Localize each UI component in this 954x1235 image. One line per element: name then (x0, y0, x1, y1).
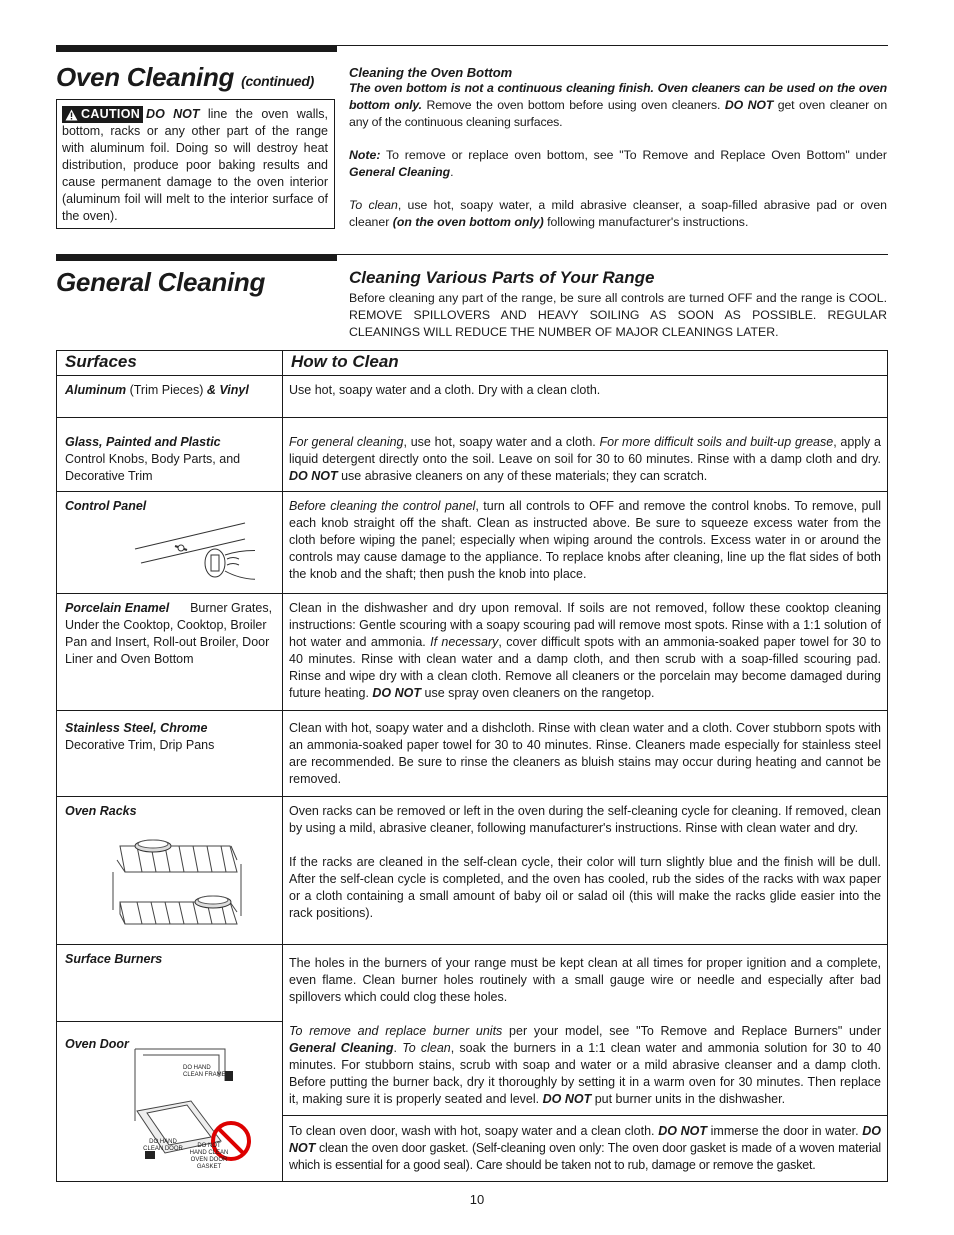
surface-name: Oven Racks (65, 804, 137, 818)
how-control-panel (283, 492, 888, 594)
clean-end: following manufacturer's instructions. (543, 215, 749, 229)
clean-bold: (on the oven bottom only) (392, 215, 544, 229)
caution-badge (62, 106, 143, 123)
table-row (57, 711, 888, 797)
page-title (56, 62, 314, 93)
top-rule-left (56, 45, 337, 52)
how-italic: Before cleaning the control panel (289, 499, 476, 513)
oven-bottom-clean (349, 197, 887, 231)
how-text2: , apply a liquid detergent directly onto the soil. Leave on soil for 30 to 60 minutes. Rinse with a damp cloth and dry. (289, 435, 881, 466)
col-surfaces: Surfaces (57, 351, 283, 376)
general-subheading: Cleaning Various Parts of Your Range (349, 268, 655, 287)
oven-bottom-text1: Remove the oven bottom before using oven cleaners. (421, 98, 725, 112)
surface-name: Aluminum (65, 383, 127, 397)
how-italic: If necessary (430, 635, 499, 649)
caution-box (56, 99, 335, 229)
how-burners-para2 (289, 1023, 881, 1108)
label-no-clean-gasket: DO NOT HAND CLEAN OVEN DOOR GASKET (189, 1143, 229, 1170)
cleaning-table (56, 350, 888, 1182)
how-racks (283, 797, 888, 945)
how-burners (283, 945, 888, 1182)
table-row (57, 418, 888, 492)
how-porcelain (283, 594, 888, 711)
note-label: Note: (349, 148, 381, 162)
oven-bottom-lead: The oven bottom is not a continuous cleaning finish. Oven cleaners can be used on the oven bottom only. (349, 81, 887, 112)
how-aluminum: Use hot, soapy water and a cloth. Dry with a clean cloth. (283, 376, 888, 418)
how-text: To clean oven door, wash with hot, soapy water and a clean cloth. (289, 1124, 659, 1138)
how-italic: To remove and replace burner units (289, 1024, 503, 1038)
warning-icon (65, 109, 78, 121)
how-text: , turn all controls to OFF and remove the control knobs. To remove, pull each knob straight off the shaft. Clean as instructed above. Be sure to squeeze excess water from the cloth before wiping the panel; especially when wiping around the controls. Excess water in or around the controls may cause damage to the appliance. To replace knobs after cleaning, line up the flat sides of both the knob and the shaft; then push the knob into place. (289, 499, 881, 581)
note-text: To remove or replace oven bottom, see "To Remove and Replace Oven Bottom" under (380, 148, 887, 162)
mid-rule-right (337, 254, 888, 255)
label-clean-frame: DO HAND CLEAN FRAME (183, 1065, 226, 1078)
oven-bottom-note (349, 147, 887, 181)
surface-name: Porcelain Enamel (65, 601, 170, 615)
control-knob-illustration (65, 517, 255, 587)
general-intro-section (349, 268, 887, 341)
surface-stainless (57, 711, 283, 797)
how-ref: General Cleaning (289, 1041, 394, 1055)
surface-desc: Control Knobs, Body Parts, and Decorative Trim (65, 452, 241, 483)
surface-control-panel (57, 492, 283, 594)
how-do-not: DO NOT (658, 1124, 707, 1138)
oven-bottom-do-not: DO NOT (724, 98, 774, 112)
note-end: . (450, 165, 454, 179)
oven-bottom-section (349, 65, 887, 231)
surface-oven-door (57, 1022, 283, 1182)
general-title: General Cleaning (56, 267, 266, 297)
top-rule-right (337, 45, 888, 46)
table-row (57, 945, 888, 1022)
how-text3: use spray oven cleaners on the rangetop. (421, 686, 655, 700)
how-glass (283, 418, 888, 492)
table-row (57, 376, 888, 418)
how-stainless: Clean with hot, soapy water and a dishcloth. Rinse with clean water and a cloth. Cover stubborn spots with an ammonia-soaked paper towel for 30 to 40 minutes. Rinse. Cleaners made especially for stainless steel are recommended. Be sure to rinse the cleaners as bluish stains may occur during heating and cannot be removed. (283, 711, 888, 797)
caution-text: line the oven walls, bottom, racks or any other part of the range with aluminum foil. Doing so will destroy heat distribution, produce poor baking results and cause permanent damage to the oven interior (aluminum foil will melt to the interior surface of the oven). (62, 107, 329, 223)
how-text2: , cover difficult spots with an ammonia-soaked paper towel for 30 to 40 minutes. Rinse with clean water and a damp cloth, and then scrub with a soap-filled scouring pad. Rinse and wipe dry with a clean cloth. Remove all cleaners or the porcelain may become damaged during future heating. (289, 635, 881, 700)
table-row (57, 492, 888, 594)
how-text2a: per your model, see "To Remove and Replace Burners" under (502, 1024, 881, 1038)
oven-bottom-text2: get oven cleaner on any of the continuous cleaning surfaces. (349, 98, 888, 129)
surface-porcelain (57, 594, 283, 711)
surface-desc: (Trim Pieces) (126, 383, 207, 397)
label-clean-door: DO HAND CLEAN DOOR (143, 1139, 183, 1152)
surface-desc: Burner Grates, Under the Cooktop, Cooktop, Broiler Pan and Insert, Roll-out Broiler, Door Liner and Oven Bottom (65, 601, 273, 666)
how-do-not2: DO NOT (289, 1124, 882, 1155)
how-text2d: put burner units in the dishwasher. (591, 1092, 786, 1106)
how-text3: use abrasive cleaners on any of these materials; they can scratch. (337, 469, 708, 483)
surface-name: Control Panel (65, 499, 147, 513)
clean-it: To clean (349, 198, 398, 212)
table-row (57, 594, 888, 711)
how-do-not: DO NOT (289, 469, 338, 483)
how-text: , use hot, soapy water and a cloth. (403, 435, 600, 449)
surface-name2: & Vinyl (206, 383, 249, 397)
surface-name: Surface Burners (65, 952, 163, 966)
surface-name: Glass, Painted and Plastic (65, 435, 221, 449)
table-row (57, 797, 888, 945)
how-italic2: For more difficult soils and built-up grease (599, 435, 834, 449)
table-header-row (57, 351, 888, 376)
oven-racks-illustration (65, 824, 255, 936)
surface-aluminum (57, 376, 283, 418)
note-ref: General Cleaning (349, 165, 451, 179)
col-how-to-clean: How to Clean (283, 351, 888, 376)
surface-glass (57, 418, 283, 492)
how-do-not: DO NOT (372, 686, 422, 700)
how-text2: immerse the door in water. (706, 1124, 863, 1138)
title-text: Oven Cleaning (56, 62, 235, 92)
how-door (289, 1116, 881, 1174)
oven-bottom-para1 (349, 80, 887, 131)
oven-bottom-heading: Cleaning the Oven Bottom (349, 65, 513, 80)
caution-do-not: DO NOT (146, 107, 200, 121)
how-italic2: To clean (402, 1041, 451, 1055)
how-text: The holes in the burners of your range must be kept clean at all times for proper ignition and a complete, even flame. Clean burner holes routinely with a small gauge wire or needle and especially after bad spillovers which could clog these holes. (289, 956, 881, 1004)
title-suffix: (continued) (241, 73, 314, 89)
how-text: Clean in the dishwasher and dry upon removal. If soils are not removed, follow these cooktop cleaning instructions: Gentle scouring with a soapy scouring pad will remove most spots. Rinse with a 1:1 solution of hot water and ammonia. (289, 601, 881, 649)
clean-text: , use hot, soapy water, a mild abrasive cleanser, a soap-filled abrasive pad or oven cleaner (349, 198, 887, 229)
surface-burners (57, 945, 283, 1022)
oven-door-illustration (65, 1041, 255, 1170)
general-intro: Before cleaning any part of the range, be sure all controls are turned OFF and the range is COOL. REMOVE SPILLOVERS AND HEAVY SOILING AS SOON AS POSSIBLE. REGULAR CLEANINGS WILL REDUCE THE NUMBER OF MAJOR CLEANINGS LATER. (349, 291, 887, 339)
how-do-not: DO NOT (542, 1092, 592, 1106)
surface-desc: Decorative Trim, Drip Pans (65, 738, 215, 752)
surface-name: Oven Door (65, 1037, 129, 1051)
surface-racks (57, 797, 283, 945)
how-text: Oven racks can be removed or left in the oven during the self-cleaning cycle for cleaning. If removed, clean by using a mild, abrasive cleaner, following manufacturer's instructions. Rinse with clean water and dry. (289, 804, 881, 835)
how-text3: clean the oven door gasket. (Self-cleaning oven only: The oven door gasket is made of a woven material which is essential for a good seal). Care should be taken not to rub, damage or remove the gasket. (289, 1141, 881, 1172)
how-text2c: , soak the burners in a 1:1 clean water and ammonia solution for 30 to 40 minutes. For stubborn stains, scrub with soap and water or a mild abrasive cleanser and a damp cloth. Before putting the burner back, dry it thoroughly by setting it in a warm oven for 30 minutes. Then replace it, making sure it is properly seated and level. (289, 1041, 881, 1106)
how-text2: If the racks are cleaned in the self-clean cycle, their color will turn slightly blue and the finish will be dull. After the self-clean cycle is completed, and the oven has cooled, rub the sides of the racks with wax paper or a cloth containing a small amount of baby oil or salad oil (this will make the racks glide easier into the rack positions). (289, 855, 881, 920)
caution-label: CAUTION (81, 107, 141, 121)
surface-name: Stainless Steel, Chrome (65, 721, 208, 735)
mid-rule-left (56, 254, 337, 261)
page-number: 10 (469, 1192, 485, 1207)
how-text2b: . (393, 1041, 403, 1055)
how-italic: For general cleaning (289, 435, 404, 449)
